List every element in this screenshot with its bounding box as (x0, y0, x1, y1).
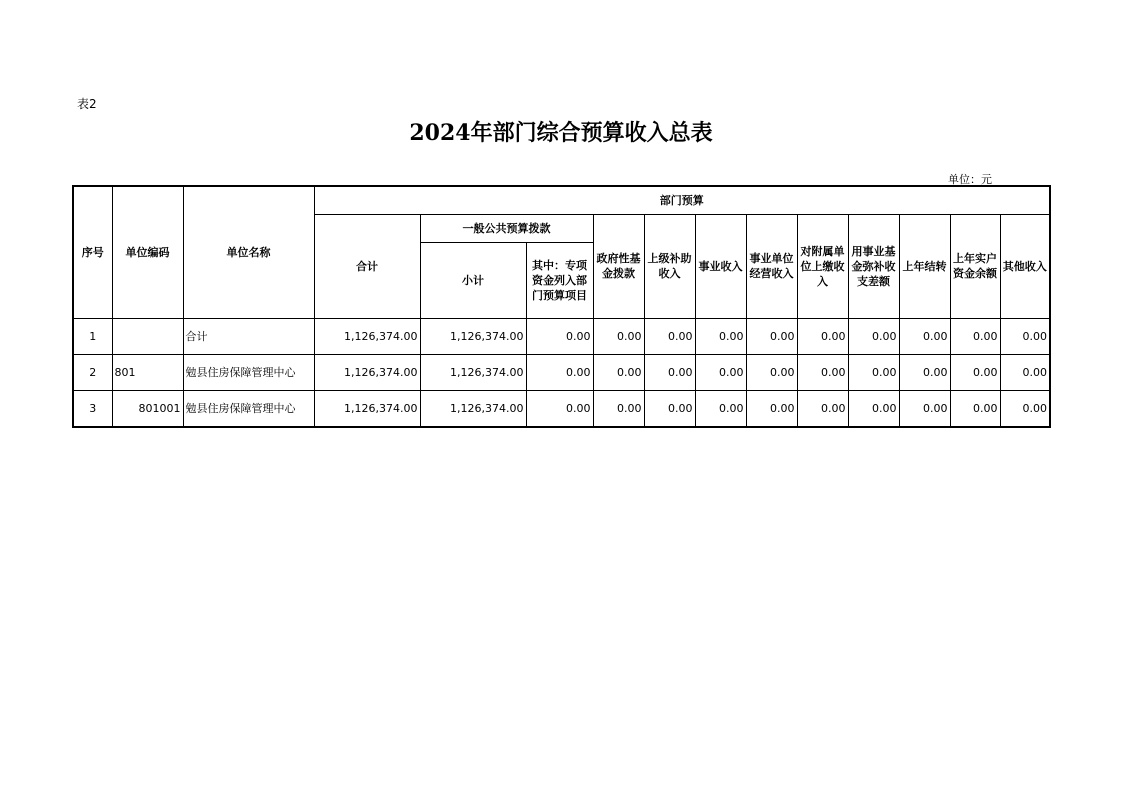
header-fund-compensation: 用事业基金弥补收支差额 (848, 214, 899, 318)
cell-business: 0.00 (695, 354, 746, 390)
cell-name: 合计 (183, 318, 314, 354)
cell-balance: 0.00 (950, 354, 1000, 390)
cell-business: 0.00 (695, 318, 746, 354)
header-special-funds: 其中：专项资金列入部门预算项目 (526, 242, 593, 318)
cell-total: 1,126,374.00 (314, 390, 420, 427)
header-total: 合计 (314, 214, 420, 318)
header-dept-budget: 部门预算 (314, 186, 1050, 214)
table-label: 表2 (77, 97, 97, 111)
cell-operating: 0.00 (746, 354, 797, 390)
header-affiliated-income: 对附属单位上缴收入 (797, 214, 848, 318)
header-general-public: 一般公共预算拨款 (420, 214, 593, 242)
cell-other: 0.00 (1000, 318, 1050, 354)
cell-carryover: 0.00 (899, 390, 950, 427)
header-superior-subsidy: 上级补助收入 (644, 214, 695, 318)
cell-affiliated: 0.00 (797, 354, 848, 390)
header-subtotal: 小计 (420, 242, 526, 318)
table-row (73, 390, 1050, 427)
cell-balance: 0.00 (950, 390, 1000, 427)
table-row (73, 354, 1050, 390)
cell-operating: 0.00 (746, 390, 797, 427)
cell-gov-fund: 0.00 (593, 390, 644, 427)
cell-affiliated: 0.00 (797, 318, 848, 354)
cell-seq: 2 (73, 354, 112, 390)
cell-subtotal: 1,126,374.00 (420, 390, 526, 427)
header-operating-income: 事业单位经营收入 (746, 214, 797, 318)
cell-code (112, 318, 183, 354)
cell-operating: 0.00 (746, 318, 797, 354)
cell-name: 勉县住房保障管理中心 (183, 390, 314, 427)
header-unit-code: 单位编码 (112, 186, 183, 318)
header-business-income: 事业收入 (695, 214, 746, 318)
header-unit-name: 单位名称 (183, 186, 314, 318)
cell-gov-fund: 0.00 (593, 318, 644, 354)
unit-label: 单位：元 (948, 173, 992, 186)
cell-special: 0.00 (526, 390, 593, 427)
header-gov-fund: 政府性基金拨款 (593, 214, 644, 318)
table-row (73, 318, 1050, 354)
cell-superior: 0.00 (644, 354, 695, 390)
cell-superior: 0.00 (644, 318, 695, 354)
cell-other: 0.00 (1000, 354, 1050, 390)
cell-special: 0.00 (526, 354, 593, 390)
cell-carryover: 0.00 (899, 318, 950, 354)
cell-other: 0.00 (1000, 390, 1050, 427)
header-seq: 序号 (73, 186, 112, 318)
cell-superior: 0.00 (644, 390, 695, 427)
cell-business: 0.00 (695, 390, 746, 427)
cell-total: 1,126,374.00 (314, 354, 420, 390)
cell-seq: 3 (73, 390, 112, 427)
cell-special: 0.00 (526, 318, 593, 354)
cell-code: 801 (112, 354, 183, 390)
cell-gov-fund: 0.00 (593, 354, 644, 390)
cell-carryover: 0.00 (899, 354, 950, 390)
cell-balance: 0.00 (950, 318, 1000, 354)
cell-fund-comp: 0.00 (848, 318, 899, 354)
cell-fund-comp: 0.00 (848, 354, 899, 390)
cell-subtotal: 1,126,374.00 (420, 354, 526, 390)
header-other-income: 其他收入 (1000, 214, 1050, 318)
cell-seq: 1 (73, 318, 112, 354)
page-title: 2024年部门综合预算收入总表 (409, 120, 713, 146)
cell-code: 801001 (112, 390, 183, 427)
budget-table (72, 185, 1051, 428)
cell-total: 1,126,374.00 (314, 318, 420, 354)
cell-fund-comp: 0.00 (848, 390, 899, 427)
header-prior-balance: 上年实户资金余额 (950, 214, 1000, 318)
header-prior-carryover: 上年结转 (899, 214, 950, 318)
cell-affiliated: 0.00 (797, 390, 848, 427)
cell-subtotal: 1,126,374.00 (420, 318, 526, 354)
cell-name: 勉县住房保障管理中心 (183, 354, 314, 390)
